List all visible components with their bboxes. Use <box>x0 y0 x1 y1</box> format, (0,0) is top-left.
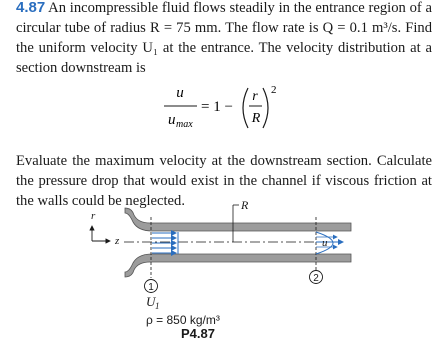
pipe-entrance-figure <box>0 193 440 343</box>
eq-numerator-u: u <box>176 85 184 101</box>
pipe-top-wall <box>125 208 351 231</box>
eq-right-paren <box>263 88 268 128</box>
velocity-distribution-equation <box>0 80 440 144</box>
r-axis-label: r <box>91 210 96 222</box>
outlet-velocity-profile <box>316 232 343 254</box>
section-2-number: 2 <box>313 273 319 284</box>
eq-equals-one-minus: = 1 − <box>201 99 233 115</box>
outlet-u-label: u <box>322 237 328 249</box>
problem-text-2: Evaluate the maximum velocity at the downstream section. Calculate the pressure drop that would exist in the channel if viscous friction at the walls could be neglected. <box>16 153 432 209</box>
inlet-velocity-arrows <box>152 232 178 254</box>
inlet-velocity-sub: 1 <box>155 301 160 311</box>
section-1-number: 1 <box>148 282 154 293</box>
problem-number: 4.87 <box>16 0 46 16</box>
density-label: ρ = 850 kg/m³ <box>146 313 220 327</box>
z-axis-label: z <box>115 235 120 247</box>
eq-left-paren <box>243 88 248 128</box>
eq-exponent: 2 <box>271 84 277 96</box>
eq-denominator-sub-max: max <box>176 119 193 130</box>
eq-frac-R: R <box>251 111 261 126</box>
problem-text-1: An incompressible fluid flows steadily in the entrance region of a circular tube of radius R = 75 mm. The flow rate is Q = 0.1 m³/s. Find the uniform velocity U₁ at the entrance. The velocity distribution at a section downstream is <box>16 0 432 76</box>
eq-frac-r: r <box>252 89 258 104</box>
problem-statement-part1 <box>16 0 432 78</box>
radius-label: R <box>241 198 249 212</box>
figure-caption: P4.87 <box>181 326 215 341</box>
eq-denominator-u: u <box>168 112 176 128</box>
inlet-velocity-label: U <box>146 294 156 309</box>
